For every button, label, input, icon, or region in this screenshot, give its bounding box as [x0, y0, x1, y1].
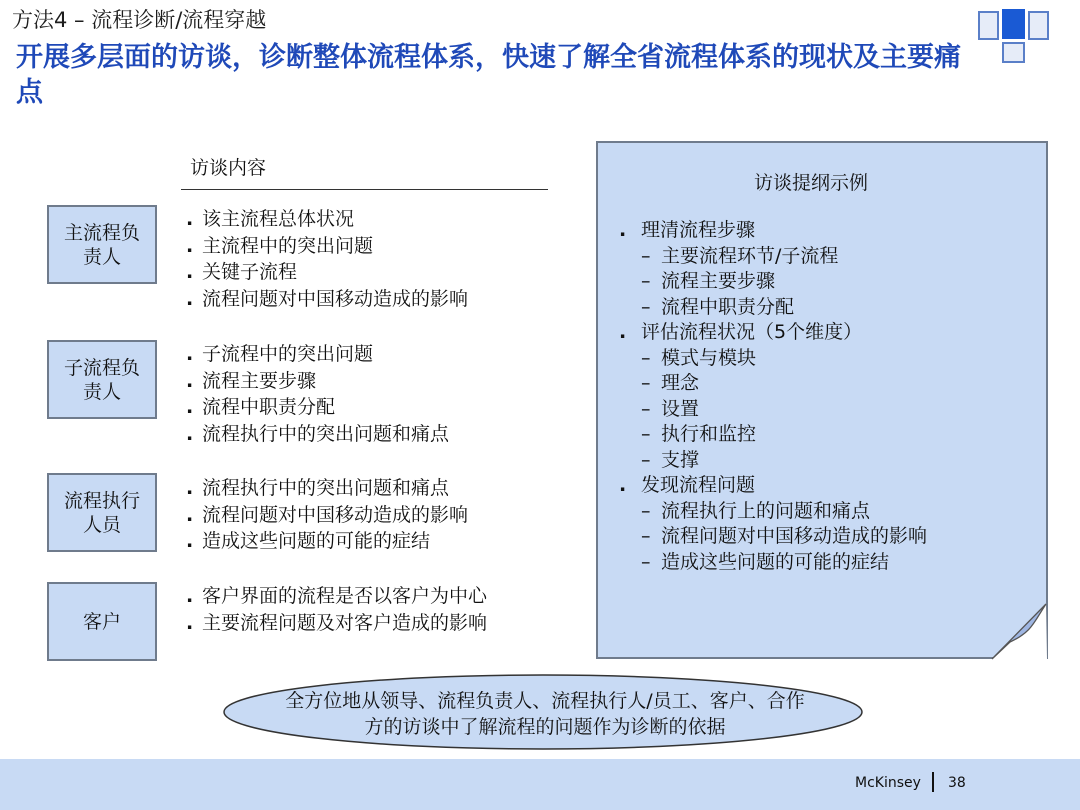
logo-icon: [976, 8, 1052, 64]
section-subtitle: 方法4 – 流程诊断/流程穿越: [12, 8, 267, 32]
bullet-list-process-executor: [186, 475, 468, 555]
outline-section: . 发现流程问题: [619, 473, 927, 499]
list-item: . 流程执行中的突出问题和痛点: [186, 475, 468, 502]
outline-subitem: – 流程中职责分配: [619, 295, 927, 321]
outline-subitem: – 支撑: [619, 448, 927, 474]
outline-subitem: – 设置: [619, 397, 927, 423]
outline-title: 访谈提纲示例: [754, 172, 869, 194]
page-title: 开展多层面的访谈，诊断整体流程体系，快速了解全省流程体系的现状及主要痛点: [16, 42, 961, 108]
list-item: . 该主流程总体状况: [186, 206, 468, 233]
footer-divider: [932, 772, 934, 792]
role-label: 主流程负责人: [63, 221, 140, 268]
role-box-customer: [47, 582, 157, 661]
bullet-list-subprocess-owner: [186, 341, 449, 447]
bullet-list-customer: [186, 583, 487, 636]
role-box-subprocess-owner: [47, 340, 157, 419]
outline-subitem: – 执行和监控: [619, 422, 927, 448]
role-box-main-process-owner: [47, 205, 157, 284]
list-item: . 流程主要步骤: [186, 368, 449, 395]
role-label: 流程执行人员: [63, 489, 140, 536]
outline-subitem: – 理念: [619, 371, 927, 397]
summary-line-2: 方的访谈中了解流程的问题作为诊断的依据: [364, 716, 726, 738]
list-item: . 造成这些问题的可能的症结: [186, 528, 468, 555]
list-item: . 关键子流程: [186, 259, 468, 286]
list-item: . 流程问题对中国移动造成的影响: [186, 502, 468, 529]
role-box-process-executor: [47, 473, 157, 552]
list-item: . 客户界面的流程是否以客户为中心: [186, 583, 487, 610]
list-item: . 子流程中的突出问题: [186, 341, 449, 368]
header-divider: [181, 189, 548, 190]
list-item: . 流程执行中的突出问题和痛点: [186, 421, 449, 448]
list-item: . 主流程中的突出问题: [186, 233, 468, 260]
summary-line-1: 全方位地从领导、流程负责人、流程执行人/员工、客户、合作: [285, 690, 805, 712]
role-label: 子流程负责人: [63, 356, 140, 403]
list-item: . 流程中职责分配: [186, 394, 449, 421]
list-item: . 流程问题对中国移动造成的影响: [186, 286, 468, 313]
brand-name: McKinsey: [855, 775, 921, 791]
list-item: . 主要流程问题及对客户造成的影响: [186, 610, 487, 637]
outline-section: . 理清流程步骤: [619, 218, 927, 244]
outline-subitem: – 模式与模块: [619, 346, 927, 372]
outline-list: [619, 218, 927, 575]
outline-subitem: – 流程主要步骤: [619, 269, 927, 295]
outline-section: . 评估流程状况（5个维度）: [619, 320, 927, 346]
outline-subitem: – 主要流程环节/子流程: [619, 244, 927, 270]
role-label: 客户: [82, 610, 121, 633]
outline-subitem: – 造成这些问题的可能的症结: [619, 550, 927, 576]
outline-subitem: – 流程问题对中国移动造成的影响: [619, 524, 927, 550]
page-number: 38: [948, 775, 966, 791]
summary-text: [250, 688, 840, 740]
outline-subitem: – 流程执行上的问题和痛点: [619, 499, 927, 525]
content-header: 访谈内容: [190, 157, 267, 179]
bullet-list-main-process-owner: [186, 206, 468, 312]
page-curl-icon: [990, 602, 1048, 660]
